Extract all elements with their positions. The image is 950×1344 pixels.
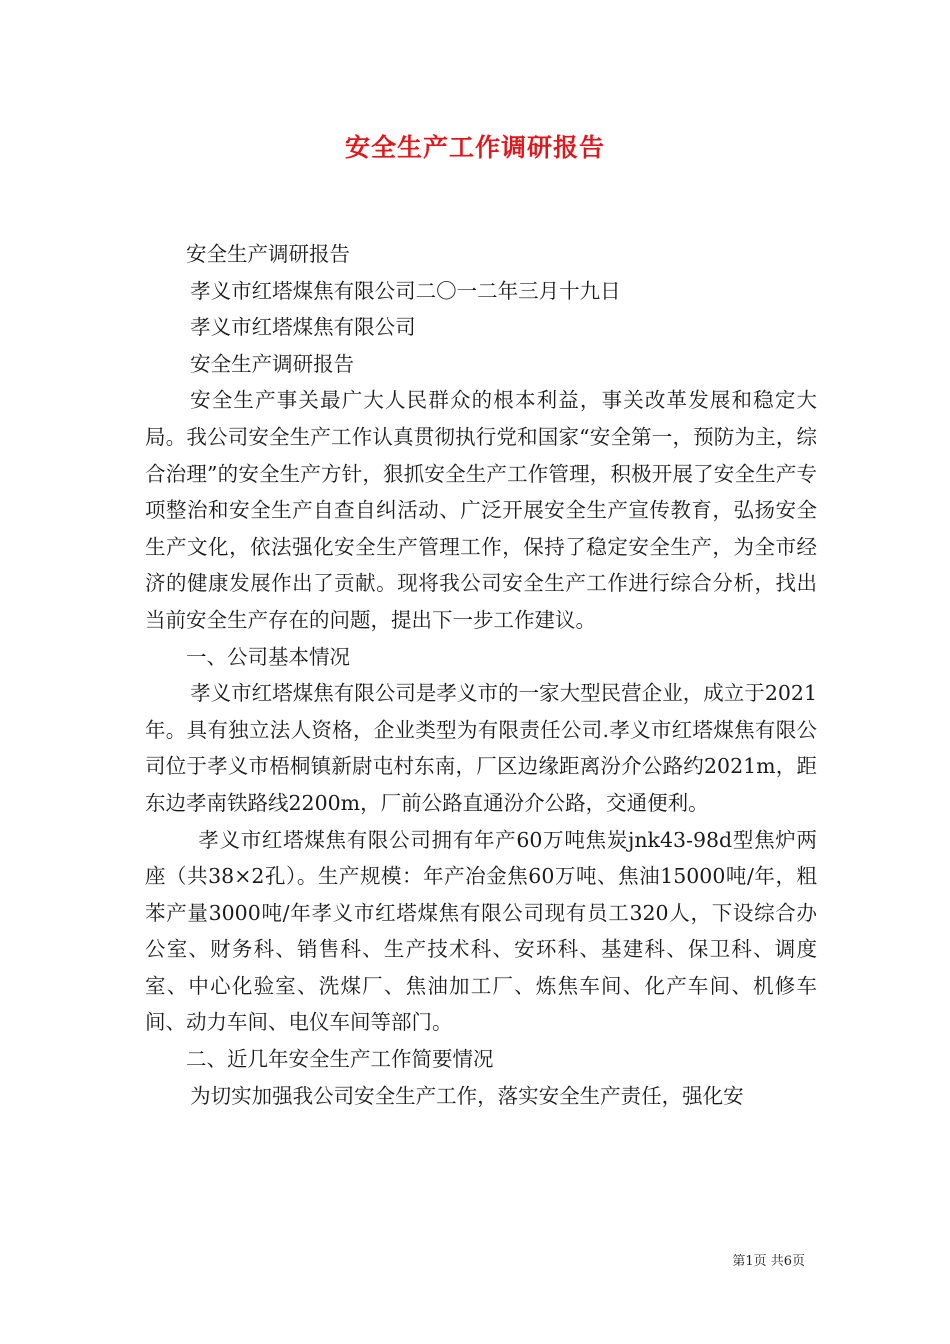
document-title: 安全生产工作调研报告 <box>344 133 605 162</box>
page-number: 第1页 共6页 <box>732 1254 805 1269</box>
paragraph-report-subtitle: 安全生产调研报告 <box>190 351 355 376</box>
paragraph-intro: 安全生产事关最广大人民群众的根本利益，事关改革发展和稳定大局。我公司安全生产工作认真贯彻执行党和国家“安全第一，预防为主，综合治理”的安全生产方针，狠抓安全生产工作管理，积极开展了安全生产专项整治和安全生产自查自纠活动、广泛开展安全生产宣传教育，弘扬安全生产文化，依法强化安全生产管理工作，保持了稳定安全生产，为全市经济的健康发展作出了贡献。现将我公司安全生产工作进行综合分析，找出当前安全生产存在的问题，提出下一步工作建议。 <box>145 388 817 632</box>
paragraph-recent-work: 为切实加强我公司安全生产工作，落实安全生产责任，强化安 <box>190 1083 744 1108</box>
section-heading-recent-work: 二、近几年安全生产工作简要情况 <box>186 1047 494 1072</box>
paragraph-company-name: 孝义市红塔煤焦有限公司 <box>190 315 416 340</box>
paragraph-company-date: 孝义市红塔煤焦有限公司二〇一二年三月十九日 <box>190 278 621 303</box>
document-body <box>145 236 817 1114</box>
paragraph-production: 孝义市红塔煤焦有限公司拥有年产60万吨焦炭jnk43-98d型焦炉两座（共38×2孔）。生产规模：年产冶金焦60万吨、焦油15000吨/年，粗苯产量3000吨/年孝义市红塔煤焦有限公司现有员工320人，下设综合办公室、财务科、销售科、生产技术科、安环科、基建科、保卫科、调度室、中心化验室、洗煤厂、焦油加工厂、炼焦车间、化产车间、机修车间、动力车间、电仪车间等部门。 <box>145 827 817 1035</box>
section-heading-basic-info: 一、公司基本情况 <box>186 644 350 669</box>
paragraph-report-heading: 安全生产调研报告 <box>186 242 350 266</box>
paragraph-basic-info: 孝义市红塔煤焦有限公司是孝义市的一家大型民营企业，成立于2021年。具有独立法人资格，企业类型为有限责任公司.孝义市红塔煤焦有限公司位于孝义市梧桐镇新尉屯村东南，厂区边缘距离汾介公路约2021m，距东边孝南铁路线2200m，厂前公路直通汾介公路，交通便利。 <box>145 681 817 815</box>
